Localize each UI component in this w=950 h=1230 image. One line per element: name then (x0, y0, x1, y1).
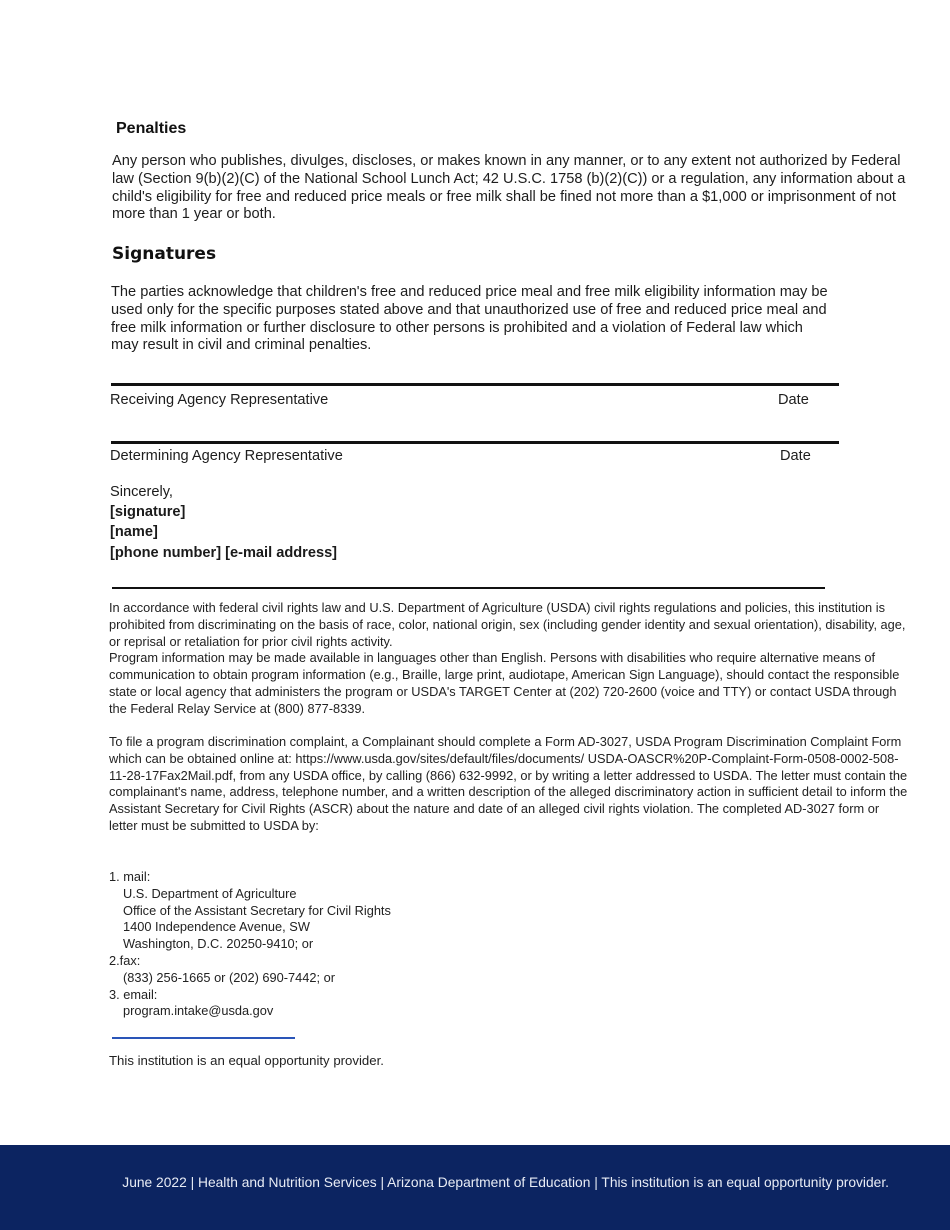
sincerely-text: Sincerely, (110, 484, 173, 500)
footer-text: June 2022 | Health and Nutrition Services | Arizona Department of Education | This institution is an equal opportunity provider. (122, 1175, 889, 1190)
signature-placeholder: [signature] (110, 504, 186, 521)
determining-signature-line[interactable] (111, 441, 839, 444)
page-footer (0, 1145, 950, 1230)
determining-agency-label: Determining Agency Representative (110, 448, 343, 464)
submission-methods-list (109, 869, 509, 1020)
penalties-heading: Penalties (116, 120, 187, 137)
mail-label: 1. mail: (109, 869, 151, 884)
email-value[interactable]: program.intake@usda.gov (123, 1003, 274, 1019)
signatures-heading: Signatures (112, 244, 217, 264)
accent-divider (112, 1037, 295, 1039)
determining-date-label: Date (780, 448, 811, 464)
nondiscrimination-paragraph-1: In accordance with federal civil rights law and U.S. Department of Agriculture (USDA) civil rights regulations and policies, this institution is prohibited from discriminating on the basis of race, color, national origin, sex (including gender identity and sexual orientation), disability, age, or reprisal or retaliation for prior civil rights activity. (109, 600, 906, 649)
closing-block (110, 482, 337, 563)
section-divider (112, 587, 825, 589)
receiving-date-label: Date (778, 392, 809, 408)
signatures-paragraph: The parties acknowledge that children's free and reduced price meal and free milk eligibility information may be used only for the specific purposes stated above and that unauthorized use of free and reduced price meal and free milk information or further disclosure to other persons is prohibited and a violation of Federal law which may result in civil and criminal penalties. (111, 284, 828, 354)
contact-placeholder: [phone number] [e-mail address] (110, 544, 338, 561)
nondiscrimination-statement (109, 600, 909, 718)
fax-label: 2.fax: (109, 952, 141, 968)
mail-address-line: 1400 Independence Avenue, SW (123, 919, 310, 935)
name-placeholder: [name] (110, 524, 158, 541)
equal-opportunity-statement: This institution is an equal opportunity provider. (109, 1053, 384, 1068)
mail-address-line: Office of the Assistant Secretary for Civil Rights (123, 902, 391, 918)
receiving-signature-line[interactable] (111, 383, 839, 386)
nondiscrimination-paragraph-2: Program information may be made available in languages other than English. Persons with disabilities who require alternative means of communication to obtain program information (e.g., Braille, large print, audiotape, American Sign Language), should contact the responsible state or local agency that administers the program or USDA's TARGET Center at (202) 720-2600 (voice and TTY) or contact USDA through the Federal Relay Service at (800) 877-8339. (109, 650, 900, 716)
mail-address-line: Washington, D.C. 20250-9410; or (123, 936, 314, 952)
fax-value: (833) 256-1665 or (202) 690-7442; or (123, 969, 335, 985)
complaint-paragraph: To file a program discrimination complaint, a Complainant should complete a Form AD-3027, USDA Program Discrimination Complaint Form which can be obtained online at: https://www.usda.gov/sites/default/files/documents/ USDA-OASCR%20P-Complaint-Form-0508-0002-508-11-28-17Fax2Mail.pdf, from any USDA office, by calling (866) 632-9992, or by writing a letter addressed to USDA. The letter must contain the complainant's name, address, telephone number, and a written description of the alleged discriminatory action in sufficient detail to inform the Assistant Secretary for Civil Rights (ASCR) about the nature and date of an alleged civil rights violation. The completed AD-3027 form or letter must be submitted to USDA by: (109, 734, 908, 833)
penalties-paragraph: Any person who publishes, divulges, discloses, or makes known in any manner, or to any extent not authorized by Federal law (Section 9(b)(2)(C) of the National School Lunch Act; 42 U.S.C. 1758 (b)(2)(C)) or a regulation, any information about a child's eligibility for free and reduced price meals or free milk shall be fined not more than a $1,000 or imprisonment of not more than 1 year or both. (112, 153, 906, 223)
mail-address-line: U.S. Department of Agriculture (123, 885, 297, 901)
email-label: 3. email: (109, 986, 158, 1002)
receiving-agency-label: Receiving Agency Representative (110, 392, 329, 408)
